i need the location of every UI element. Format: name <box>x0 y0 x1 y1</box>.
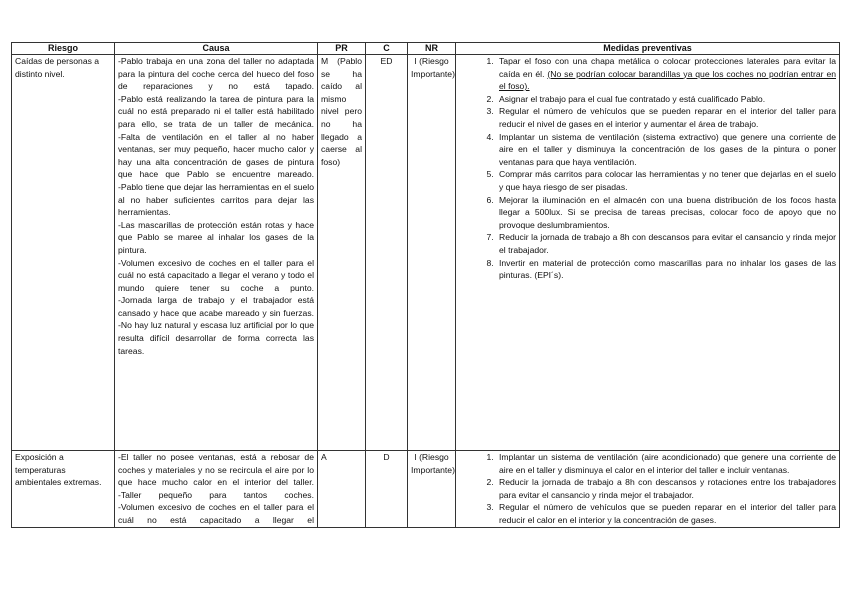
header-causa: Causa <box>115 43 318 55</box>
cause-item: -Pablo trabaja en una zona del taller no adaptada para la pintura del coche cerca del hueco del foso de reparaciones y no está tapado. <box>118 56 314 92</box>
measure-item: 3. Regular el número de vehículos que se pueden reparar en el interior del taller para reducir el calor en el interior y la concentración de gases. <box>496 501 836 526</box>
measure-text: Tapar el foso con una chapa metálica o colocar protecciones laterales para evitar la caída en él. <box>499 56 836 79</box>
measures-list <box>459 55 836 282</box>
measure-item: 3. Regular el número de vehículos que se pueden reparar en el interior del taller para reducir el nivel de gases en el interior y aumentar el área de trabajo. <box>496 105 836 130</box>
cause-item: -Jornada larga de trabajo y el trabajador está cansado y hace que acabe mareado y sin fuerzas. <box>118 295 314 318</box>
cause-item: -Taller pequeño para tantos coches. <box>118 489 314 500</box>
cause-item: -El taller no posee ventanas, está a rebosar de coches y materiales y no se recircula el aire por lo que hace mucho calor en el interior del taller. <box>118 452 314 488</box>
medidas-cell <box>456 451 840 528</box>
measure-item: 6. Mejorar la iluminación en el almacén con una buena distribución de los focos hasta llegar a 500lux. Si se precisa de tareas precisas, colocar foco de apoyo que no provoque deslumbramientos. <box>496 194 836 232</box>
table-row <box>12 55 840 451</box>
cause-item: -Volumen excesivo de coches en el taller para el cuál no está capacitado a llegar el <box>118 502 314 525</box>
riesgo-cell: Caídas de personas a distinto nivel. <box>12 55 115 451</box>
cause-item: -Pablo está realizando la tarea de pintura para la cuál no está preparado ni el taller está habilitado para ello, se trata de un taller de mecánica. <box>118 93 314 129</box>
measures-list <box>459 451 836 527</box>
nr-cell: I (Riesgo Importante) <box>408 55 456 451</box>
causa-cell <box>115 55 318 451</box>
measure-item: 8. Invertir en material de protección como mascarillas para no inhalar los gases de las pinturas. (EPI´s). <box>496 257 836 282</box>
cause-item: -Falta de ventilación en el taller al no haber ventanas, ser muy pequeño, hacer mucho calor y hay una alta concentración de gases de pintura que hace que Pablo se encuentre mareado. <box>118 131 314 180</box>
riesgo-cell: Exposición a temperaturas ambientales extremas. <box>12 451 115 528</box>
measure-item: 4. Implantar un sistema de ventilación (sistema extractivo) que genere una corriente de aire en el taller y disminuya la concentración de los gases de la pintura o poner ventanas para que haya ventilación. <box>496 131 836 169</box>
measure-item: 2. Reducir la jornada de trabajo a 8h con descansos y rotaciones entre los trabajadores para evitar el cansancio y rinda mejor el trabajador. <box>496 476 836 501</box>
cause-item: -No hay luz natural y escasa luz artificial por lo que resulta difícil desarrollar de forma correcta las tareas. <box>118 320 314 356</box>
c-cell: ED <box>366 55 408 451</box>
nr-cell: I (Riesgo Importante) <box>408 451 456 528</box>
header-row <box>12 43 840 55</box>
causa-cell <box>115 451 318 528</box>
cause-item: -Volumen excesivo de coches en el taller para el cuál no está capacitado a llegar el verano y todo el mundo quiere tener su coche a punto. <box>118 257 314 293</box>
measure-note: (No se podrían colocar barandillas ya que los coches no podrían entrar en el foso). <box>499 68 836 92</box>
cause-item: -Pablo tiene que dejar las herramientas en el suelo al no haber suficientes carritos para dejar las herramientas. <box>118 181 314 218</box>
measure-item <box>496 55 836 93</box>
measure-item: 2. Asignar el trabajo para el cual fue contratado y está cualificado Pablo. <box>496 93 836 106</box>
header-nr: NR <box>408 43 456 55</box>
measure-item: 7. Reducir la jornada de trabajo a 8h con descansos para evitar el cansancio y rinda mejor el trabajador. <box>496 231 836 256</box>
measure-item: 5. Comprar más carritos para colocar las herramientas y no tener que dejarlas en el suelo y que haya riesgo de ser pisadas. <box>496 168 836 193</box>
c-cell: D <box>366 451 408 528</box>
medidas-cell <box>456 55 840 451</box>
header-c: C <box>366 43 408 55</box>
measure-item: 1. Implantar un sistema de ventilación (aire acondicionado) que genere una corriente de aire en el taller y disminuya el calor en el interior del taller e incluir ventanas. <box>496 451 836 476</box>
header-medidas: Medidas preventivas <box>456 43 840 55</box>
cause-item: -Las mascarillas de protección están rotas y hace que Pablo se maree al inhalar los gases de la pintura. <box>118 219 314 255</box>
pr-cell: A <box>318 451 366 528</box>
header-pr: PR <box>318 43 366 55</box>
table-row <box>12 451 840 528</box>
pr-cell: M (Pablo se ha caído al mismo nivel pero no ha llegado a caerse al foso) <box>318 55 366 451</box>
header-riesgo: Riesgo <box>12 43 115 55</box>
risk-assessment-table <box>11 42 840 528</box>
